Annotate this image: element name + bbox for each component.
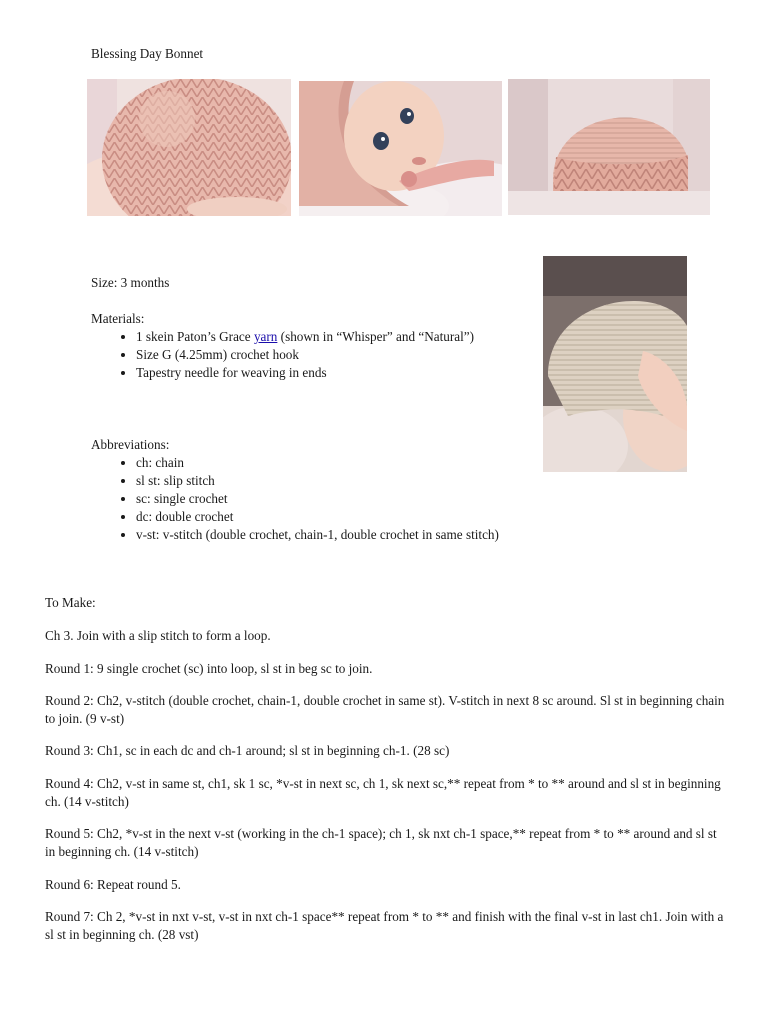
materials-section — [91, 310, 531, 382]
instruction-step: Round 1: 9 single crochet (sc) into loop, sl st in beg sc to join. — [45, 661, 373, 676]
materials-item-needle: • Tapestry needle for weaving in ends — [136, 364, 531, 382]
instruction-step: Round 4: Ch2, v-st in same st, ch1, sk 1 sc, *v-st in next sc, ch 1, sk next sc,** repeat from * to ** around and sl st in beginning ch. (14 v-stitch) — [45, 776, 721, 809]
abbreviation-item: • ch: chain — [136, 454, 591, 472]
materials-heading: Materials: — [91, 311, 145, 326]
instruction-step: Round 3: Ch1, sc in each dc and ch-1 around; sl st in beginning ch-1. (28 sc) — [45, 743, 450, 758]
size-line: Size: 3 months — [91, 275, 170, 290]
instruction-step: Ch 3. Join with a slip stitch to form a loop. — [45, 628, 271, 643]
yarn-link[interactable]: yarn — [253, 329, 278, 344]
materials-item-yarn: • 1 skein Paton’s Grace yarn (shown in “Whisper” and “Natural”) — [136, 328, 531, 346]
instruction-step: Round 5: Ch2, *v-st in the next v-st (working in the ch-1 space); ch 1, sk nxt ch-1 space,** repeat from * to ** around and sl st in beginning ch. (14 v-stitch) — [45, 826, 717, 859]
baby-wearing-bonnet-photo — [299, 81, 502, 216]
instruction-step: Round 6: Repeat round 5. — [45, 877, 181, 892]
abbreviation-item: • dc: double crochet — [136, 508, 591, 526]
abbreviations-section — [91, 436, 591, 544]
abbreviation-item: • v-st: v-stitch (double crochet, chain-1, double crochet in same stitch) — [136, 526, 591, 544]
abbreviation-item: • sl st: slip stitch — [136, 472, 591, 490]
abbreviations-list — [91, 454, 591, 544]
materials-item-hook: • Size G (4.25mm) crochet hook — [136, 346, 531, 364]
instructions-heading: To Make: — [45, 595, 96, 610]
materials-list — [91, 328, 531, 382]
instruction-step: Round 7: Ch 2, *v-st in nxt v-st, v-st in nxt ch-1 space** repeat from * to ** and finish with the final v-st in last ch1. Join with a sl st in beginning ch. (28 vst) — [45, 909, 724, 942]
abbreviation-item: • sc: single crochet — [136, 490, 591, 508]
bonnet-on-blanket-photo — [508, 79, 710, 215]
instruction-step: Round 2: Ch2, v-stitch (double crochet, chain-1, double crochet in same st). V-stitch in next 8 sc around. Sl st in beginning chain to join. (9 v-st) — [45, 693, 725, 726]
abbreviations-heading: Abbreviations: — [91, 437, 170, 452]
bonnet-photo-lace-closeup — [87, 79, 291, 216]
document-title: Blessing Day Bonnet — [91, 46, 204, 61]
